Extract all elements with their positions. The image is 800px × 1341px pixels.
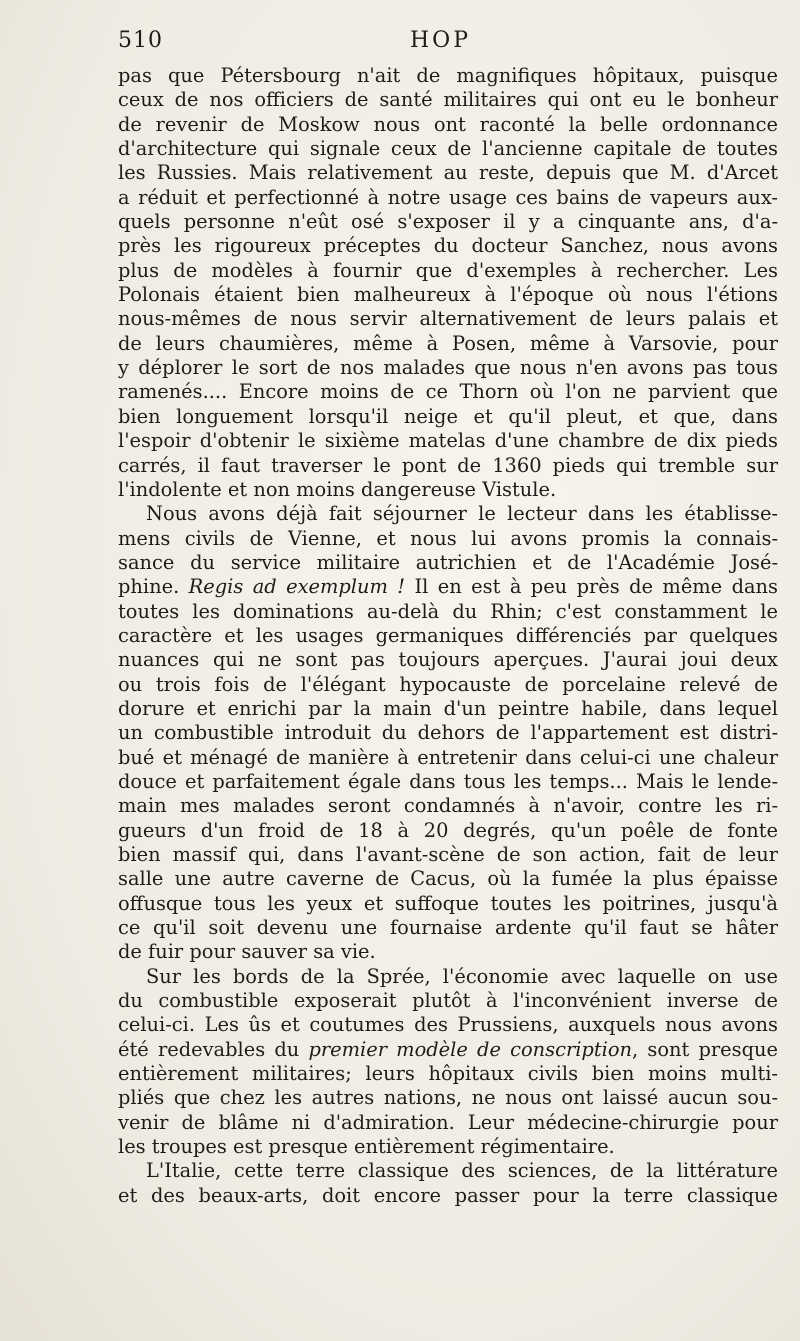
text-line xyxy=(118,332,778,356)
text-line-content: bien longuement lorsqu'il neige et qu'il pleut, et que, dans xyxy=(118,404,778,428)
text-line xyxy=(118,88,778,112)
text-line-content: ramenés.... Encore moins de ce Thorn où l'on ne parvient que xyxy=(118,380,778,404)
text-line-content: Polonais étaient bien malheureux à l'époque où nous l'étions xyxy=(118,283,778,307)
text-line-content: nuances qui ne sont pas toujours aperçues. J'aurai joui deux xyxy=(118,648,778,672)
text-line-content: quels personne n'eût osé s'exposer il y a cinquante ans, d'a- xyxy=(118,210,778,234)
text-line xyxy=(118,940,778,964)
text-line xyxy=(118,916,778,940)
text-line-content: près les rigoureux préceptes du docteur Sanchez, nous avons xyxy=(118,234,778,258)
text-line-content: Sur les bords de la Sprée, l'économie avec laquelle on use xyxy=(146,964,778,988)
text-line xyxy=(118,380,778,404)
text-line-content: du combustible exposerait plutôt à l'inconvénient inverse de xyxy=(118,989,778,1013)
text-line-content: main mes malades seront condamnés à n'avoir, contre les ri- xyxy=(118,794,778,818)
text-line-content: les Russies. Mais relativement au reste, depuis que M. d'Arcet xyxy=(118,161,778,185)
text-line-content: offusque tous les yeux et suffoque toutes les poitrines, jusqu'à xyxy=(118,891,778,915)
text-line xyxy=(118,1086,778,1110)
text-line-content: carrés, il faut traverser le pont de 1360 pieds qui tremble sur xyxy=(118,453,778,477)
text-line xyxy=(118,137,778,161)
body-text xyxy=(118,64,778,1208)
text-line-content: sance du service militaire autrichien et de l'Académie José- xyxy=(118,550,778,574)
text-line xyxy=(118,210,778,234)
text-line-content: Nous avons déjà fait séjourner le lecteur dans les établisse- xyxy=(146,502,778,526)
text-line xyxy=(118,867,778,891)
text-line-content: bien massif qui, dans l'avant-scène de son action, fait de leur xyxy=(118,843,778,866)
text-line-content: et des beaux-arts, doit encore passer pour la terre classique xyxy=(118,1183,778,1207)
text-line xyxy=(118,819,778,843)
text-line xyxy=(118,843,778,867)
text-line-content: gueurs d'un froid de 18 à 20 degrés, qu'un poêle de fonte xyxy=(118,818,778,842)
text-line xyxy=(118,721,778,745)
text-line xyxy=(118,234,778,258)
text-line xyxy=(118,1159,778,1183)
text-line xyxy=(118,478,778,502)
text-line-content: ou trois fois de l'élégant hypocauste de porcelaine relevé de xyxy=(118,672,778,696)
text-line-content: caractère et les usages germaniques différenciés par quelques xyxy=(118,623,778,647)
text-line-content: y déplorer le sort de nos malades que nous n'en avons pas tous xyxy=(118,356,778,380)
text-line-content: bué et ménagé de manière à entretenir dans celui-ci une chaleur xyxy=(118,745,778,769)
text-line-content: plus de modèles à fournir que d'exemples à rechercher. Les xyxy=(118,258,778,282)
running-head xyxy=(118,28,778,62)
text-line-content: nous-mêmes de nous servir alternativement de leurs palais et xyxy=(118,307,778,331)
text-line xyxy=(118,989,778,1013)
text-line-content: l'espoir d'obtenir le sixième matelas d'une chambre de dix pieds xyxy=(118,429,778,453)
text-line xyxy=(118,624,778,648)
text-line-content: ce qu'il soit devenu une fournaise ardente qu'il faut se hâter xyxy=(118,916,778,940)
text-line-content: pas que Pétersbourg n'ait de magnifiques hôpitaux, puisque xyxy=(118,64,778,87)
text-line-content: été redevables du xyxy=(118,1037,300,1061)
text-line xyxy=(118,113,778,137)
text-line-content: de revenir de Moskow nous ont raconté la belle ordonnance xyxy=(118,112,778,136)
text-line xyxy=(118,1062,778,1086)
italic-phrase: premier modèle de conscription xyxy=(308,1037,632,1061)
text-line xyxy=(118,770,778,794)
text-line xyxy=(118,1184,778,1208)
text-line-content: ceux de nos officiers de santé militaires qui ont eu le bonheur xyxy=(118,88,778,112)
text-line xyxy=(118,259,778,283)
text-line-content: douce et parfaitement égale dans tous les temps... Mais le lende- xyxy=(118,769,778,793)
text-line-content: d'architecture qui signale ceux de l'ancienne capitale de toutes xyxy=(118,137,778,161)
text-line-content: entièrement militaires; leurs hôpitaux civils bien moins multi- xyxy=(118,1062,778,1086)
text-line xyxy=(118,794,778,818)
running-head-title: HOP xyxy=(410,28,472,53)
text-line-content: de fuir pour sauver sa vie. xyxy=(118,940,376,964)
text-line xyxy=(118,356,778,380)
text-line xyxy=(118,1013,778,1037)
italic-phrase: Regis ad exemplum ! xyxy=(188,575,406,599)
text-line xyxy=(118,502,778,526)
text-line xyxy=(118,64,778,88)
text-line xyxy=(118,965,778,989)
text-line xyxy=(118,551,778,575)
text-line-content: a réduit et perfectionné à notre usage ces bains de vapeurs aux- xyxy=(118,185,778,209)
text-line-content: mens civils de Vienne, et nous lui avons promis la connais- xyxy=(118,526,778,550)
text-line xyxy=(118,600,778,624)
text-line xyxy=(118,648,778,672)
text-line xyxy=(118,429,778,453)
text-line xyxy=(118,575,778,599)
text-line xyxy=(118,527,778,551)
text-line-content: celui-ci. Les ûs et coutumes des Prussiens, auxquels nous avons xyxy=(118,1013,778,1037)
text-line-content: salle une autre caverne de Cacus, où la fumée la plus épaisse xyxy=(118,867,778,891)
text-line xyxy=(118,161,778,185)
text-line xyxy=(118,697,778,721)
text-line xyxy=(118,454,778,478)
text-line xyxy=(118,892,778,916)
text-line-content: phine. xyxy=(118,575,180,599)
text-line-content: dorure et enrichi par la main d'un peintre habile, dans lequel xyxy=(118,696,778,720)
text-line-content: toutes les dominations au-delà du Rhin; c'est constamment le xyxy=(118,599,778,623)
text-line xyxy=(118,405,778,429)
text-line xyxy=(118,307,778,331)
text-line xyxy=(118,746,778,770)
text-line-content: les troupes est presque entièrement régimentaire. xyxy=(118,1135,615,1159)
text-line xyxy=(118,1111,778,1135)
text-line-content: un combustible introduit du dehors de l'appartement est distri- xyxy=(118,721,778,745)
text-line xyxy=(118,283,778,307)
text-line xyxy=(118,186,778,210)
text-line-content: venir de blâme ni d'admiration. Leur médecine-chirurgie pour xyxy=(118,1110,778,1134)
text-line-content: de leurs chaumières, même à Posen, même à Varsovie, pour xyxy=(118,331,778,355)
text-line xyxy=(118,1038,778,1062)
text-line-content: L'Italie, cette terre classique des sciences, de la littérature xyxy=(146,1159,778,1183)
text-line xyxy=(118,1135,778,1159)
text-line-content: pliés que chez les autres nations, ne nous ont laissé aucun sou- xyxy=(118,1086,778,1110)
text-line-continuation: Il en est à peu près de même dans xyxy=(405,575,778,599)
text-line-content: l'indolente et non moins dangereuse Vistule. xyxy=(118,477,557,501)
text-line xyxy=(118,673,778,697)
text-line-continuation: , sont presque xyxy=(632,1037,778,1061)
page-number: 510 xyxy=(118,28,163,53)
